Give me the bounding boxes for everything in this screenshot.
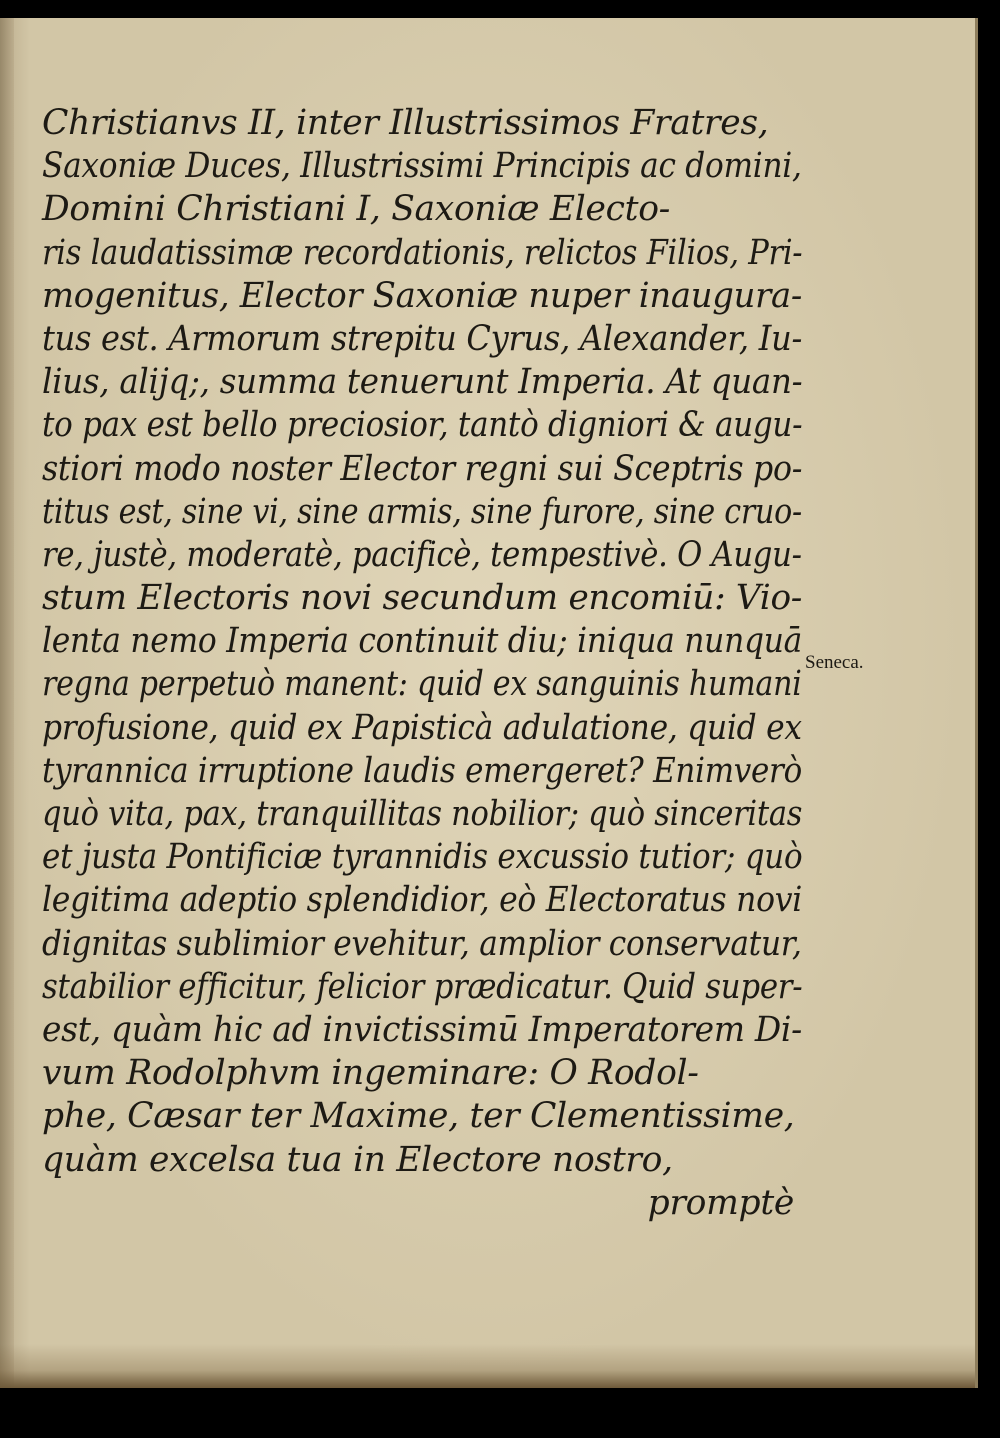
text-line: re, justè, moderatè, pacificè, tempestivè. O Augu- [42,534,802,575]
margin-note: Seneca. [805,652,864,673]
text-line: Domini Christiani I, Saxoniæ Electo- [42,189,671,230]
page-bottom-edge [0,1344,975,1388]
text-line: profusione, quid ex Papisticà adulatione, quid ex [42,707,802,748]
text-line: est, quàm hic ad invictissimū Imperatorem Di- [42,1009,802,1050]
catchword: promptè [647,1182,794,1223]
text-line: titus est, sine vi, sine armis, sine furore, sine cruo- [42,491,802,532]
page-gutter-shadow [0,18,14,1388]
text-line: stabilior efficitur, felicior prædicatur. Quid super- [42,966,803,1007]
text-line: ris laudatissimæ recordationis, relictos Filios, Pri- [42,232,803,273]
text-line: quàm excelsa tua in Electore nostro, [42,1139,673,1180]
text-line: quò vita, pax, tranquillitas nobilior; quò sinceritas [42,794,803,834]
text-line: legitima adeptio splendidior, eò Electoratus novi [42,880,802,921]
text-line: regna perpetuò manent: quid ex sanguinis humani [42,664,802,705]
text-line: vum Rodolphvm ingeminare: O Rodol- [42,1053,699,1094]
text-line: Saxoniæ Duces, Illustrissimi Principis ac domini, [42,146,802,187]
body-text [42,102,802,1225]
text-line: mogenitus, Elector Saxoniæ nuper inaugura- [42,275,802,316]
text-line: tus est. Armorum strepitu Cyrus, Alexander, Iu- [42,318,802,359]
book-page [0,18,978,1388]
text-line: lenta nemo Imperia continuit diu; iniqua nunquā [42,621,803,662]
text-line: phe, Cæsar ter Maxime, ter Clementissime, [42,1096,795,1137]
text-line: tyrannica irruptione laudis emergeret? Enimverò [42,750,802,791]
text-line: Christianvs II, inter Illustrissimos Fratres, [42,103,769,143]
text-line: to pax est bello preciosior, tantò digniori & augu- [42,405,803,446]
text-line: et justa Pontificiæ tyrannidis excussio tutior; quò [42,837,803,878]
text-line: stum Electoris novi secundum encomiū: Vio- [42,578,803,619]
text-line: stiori modo noster Elector regni sui Sceptris po- [42,448,803,489]
text-line: lius, alijq;, summa tenuerunt Imperia. At quan- [42,362,803,403]
text-line: dignitas sublimior evehitur, amplior conservatur, [42,923,802,964]
